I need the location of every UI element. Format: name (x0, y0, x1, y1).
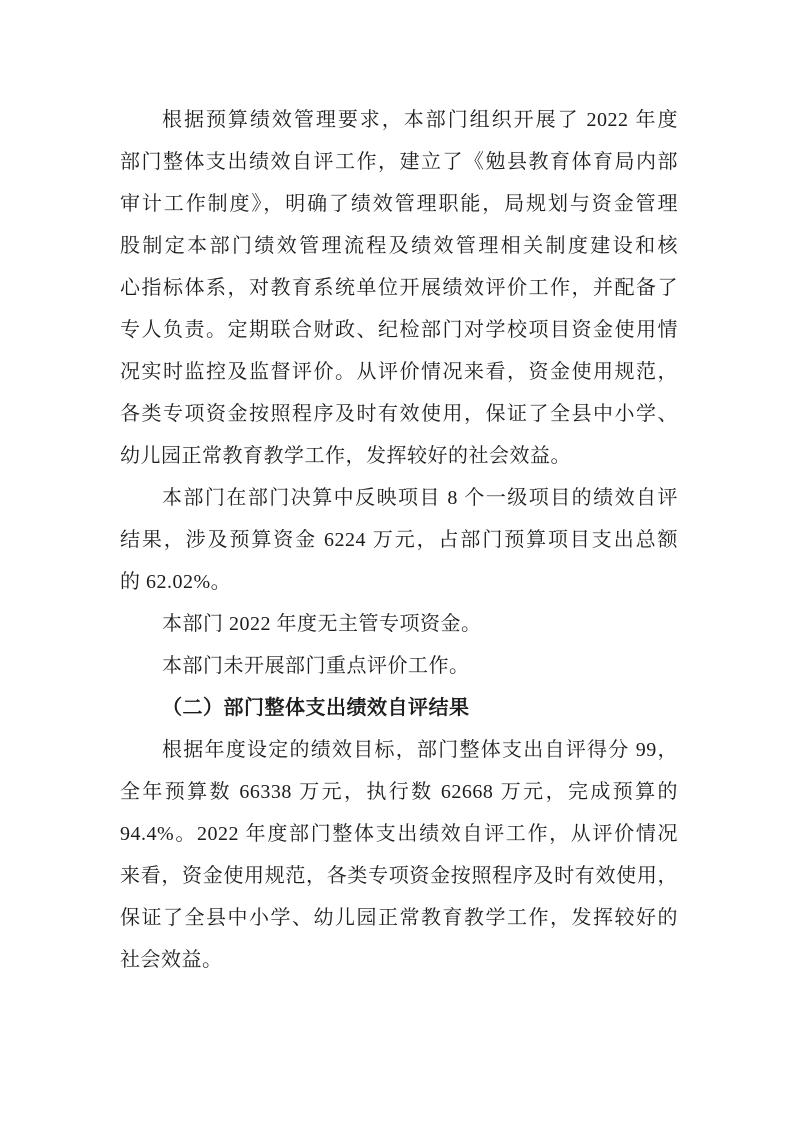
text-line: 根据年度设定的绩效目标，部门整体支出自评得分 99， (162, 739, 678, 761)
text-line: 根据预算绩效管理要求，本部门组织开展了 2022 年度 (162, 109, 678, 131)
text-line: 况实时监控及监督评价。从评价情况来看，资金使用规范， (120, 361, 678, 383)
text-line: 全年预算数 66338 万元，执行数 62668 万元，完成预算的 (120, 781, 678, 803)
text-line: 股制定本部门绩效管理流程及绩效管理相关制度建设和核 (120, 235, 678, 257)
text-line: 专人负责。定期联合财政、纪检部门对学校项目资金使用情 (120, 319, 678, 341)
text-line: 来看，资金使用规范，各类专项资金按照程序及时有效使用， (120, 865, 678, 887)
text-line: 94.4%。2022 年度部门整体支出绩效自评工作，从评价情况 (120, 823, 678, 845)
text-line: 本部门在部门决算中反映项目 8 个一级项目的绩效自评 (162, 487, 678, 509)
text-line: 本部门未开展部门重点评价工作。 (162, 655, 470, 677)
text-line: 本部门 2022 年度无主管专项资金。 (162, 613, 482, 635)
text-line: 各类专项资金按照程序及时有效使用，保证了全县中小学、 (120, 403, 678, 425)
document-lines (120, 99, 678, 981)
text-line: 社会效益。 (120, 949, 223, 971)
text-line: 幼儿园正常教育教学工作，发挥较好的社会效益。 (120, 445, 571, 467)
text-line: 心指标体系，对教育系统单位开展绩效评价工作，并配备了 (120, 277, 678, 299)
text-line: 保证了全县中小学、幼儿园正常教育教学工作，发挥较好的 (120, 907, 678, 929)
section-heading: （二）部门整体支出绩效自评结果 (162, 697, 470, 719)
text-line: 部门整体支出绩效自评工作，建立了《勉县教育体育局内部 (120, 151, 678, 173)
text-line: 结果，涉及预算资金 6224 万元，占部门预算项目支出总额 (120, 529, 678, 551)
text-line: 的 62.02%。 (120, 571, 232, 593)
text-line: 审计工作制度》，明确了绩效管理职能，局规划与资金管理 (120, 193, 678, 215)
